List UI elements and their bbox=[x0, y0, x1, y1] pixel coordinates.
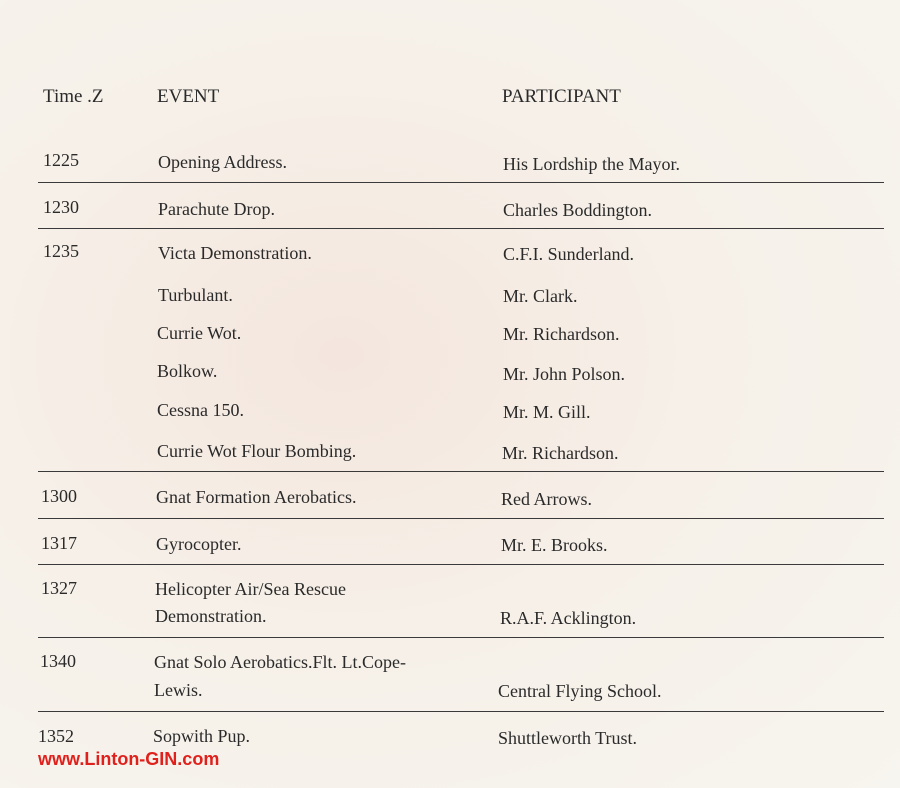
row-participant: Mr. Richardson. bbox=[502, 443, 619, 463]
row-time: 1352 bbox=[38, 726, 74, 746]
row-participant: His Lordship the Mayor. bbox=[503, 154, 680, 174]
header-event: EVENT bbox=[157, 86, 220, 107]
row-event: Cessna 150. bbox=[157, 400, 244, 420]
row-event: Opening Address. bbox=[158, 152, 287, 172]
row-participant: Shuttleworth Trust. bbox=[498, 728, 638, 748]
row-divider bbox=[38, 564, 884, 565]
row-participant: Mr. Clark. bbox=[503, 286, 578, 306]
row-participant: C.F.I. Sunderland. bbox=[503, 244, 635, 264]
row-time: 1235 bbox=[43, 241, 79, 261]
row-time: 1340 bbox=[40, 651, 76, 671]
header-time: Time .Z bbox=[43, 86, 104, 107]
row-participant: Mr. M. Gill. bbox=[503, 402, 591, 422]
row-participant: R.A.F. Acklington. bbox=[500, 608, 637, 628]
row-divider bbox=[38, 711, 884, 712]
row-divider bbox=[38, 518, 884, 519]
row-event: Parachute Drop. bbox=[158, 199, 275, 219]
row-time: 1300 bbox=[41, 486, 77, 506]
row-event-continued: Lewis. bbox=[154, 680, 203, 700]
row-divider bbox=[38, 471, 884, 472]
row-divider bbox=[38, 182, 884, 183]
row-divider bbox=[38, 228, 884, 229]
row-participant: Mr. Richardson. bbox=[503, 324, 620, 344]
row-event: Gnat Solo Aerobatics.Flt. Lt.Cope- bbox=[154, 652, 406, 672]
row-participant: Red Arrows. bbox=[501, 489, 592, 509]
header-participant: PARTICIPANT bbox=[502, 86, 621, 107]
row-participant: Charles Boddington. bbox=[503, 200, 652, 220]
row-event: Sopwith Pup. bbox=[153, 726, 251, 746]
row-divider bbox=[38, 637, 884, 638]
row-event: Turbulant. bbox=[158, 285, 233, 305]
row-event: Gnat Formation Aerobatics. bbox=[156, 487, 357, 507]
row-time: 1230 bbox=[43, 197, 79, 217]
row-time: 1327 bbox=[41, 578, 77, 598]
row-event: Bolkow. bbox=[157, 361, 218, 381]
row-participant: Mr. John Polson. bbox=[503, 364, 626, 384]
row-time: 1225 bbox=[43, 150, 79, 170]
row-event: Gyrocopter. bbox=[156, 534, 242, 554]
row-event: Currie Wot. bbox=[157, 323, 242, 343]
row-event: Helicopter Air/Sea Rescue bbox=[155, 579, 346, 599]
row-participant: Central Flying School. bbox=[498, 681, 662, 701]
watermark-url: www.Linton-GIN.com bbox=[38, 749, 220, 769]
row-event-continued: Demonstration. bbox=[155, 606, 267, 626]
row-event: Victa Demonstration. bbox=[158, 243, 312, 263]
row-participant: Mr. E. Brooks. bbox=[501, 535, 608, 555]
row-time: 1317 bbox=[41, 533, 77, 553]
row-event: Currie Wot Flour Bombing. bbox=[157, 441, 357, 461]
